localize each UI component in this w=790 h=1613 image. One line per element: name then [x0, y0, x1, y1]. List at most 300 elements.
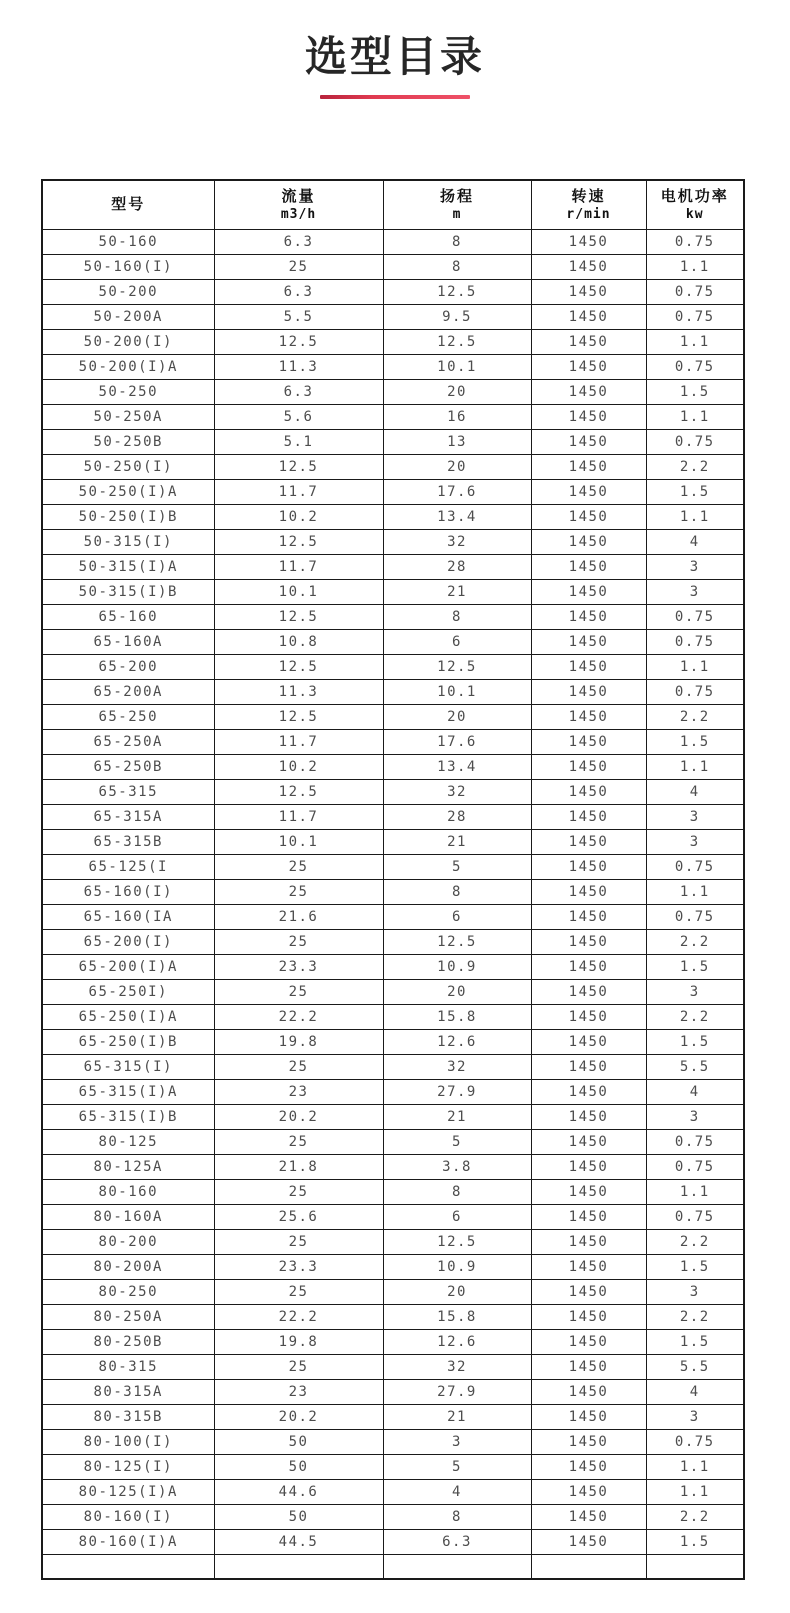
- cell-speed: 1450: [531, 1079, 646, 1104]
- cell-flow: 21.6: [214, 904, 383, 929]
- cell-model: 65-250B: [42, 754, 214, 779]
- table-row: [42, 1379, 744, 1404]
- cell-power: 0.75: [646, 279, 744, 304]
- cell-model: 65-250A: [42, 729, 214, 754]
- cell-power: 0.75: [646, 604, 744, 629]
- cell-model: 80-200: [42, 1229, 214, 1254]
- cell-power: 1.5: [646, 1029, 744, 1054]
- cell-power: 2.2: [646, 454, 744, 479]
- cell-flow: 25: [214, 254, 383, 279]
- column-header-power: [646, 180, 744, 229]
- cell-flow: 22.2: [214, 1304, 383, 1329]
- cell-head: 5: [383, 854, 531, 879]
- cell-head: 10.1: [383, 354, 531, 379]
- table-row: [42, 479, 744, 504]
- cell-power: 1.1: [646, 1479, 744, 1504]
- cell-speed: 1450: [531, 329, 646, 354]
- cell-model: 80-100(I): [42, 1429, 214, 1454]
- table-row: [42, 629, 744, 654]
- cell-head: 12.5: [383, 329, 531, 354]
- table-row: [42, 1229, 744, 1254]
- table-row: [42, 654, 744, 679]
- table-row: [42, 1329, 744, 1354]
- cell-speed: 1450: [531, 954, 646, 979]
- cell-flow: 25: [214, 854, 383, 879]
- cell-speed: 1450: [531, 1329, 646, 1354]
- cell-power: 4: [646, 529, 744, 554]
- empty-cell: [383, 1554, 531, 1579]
- cell-head: 13.4: [383, 504, 531, 529]
- cell-flow: 25: [214, 1054, 383, 1079]
- cell-power: 0.75: [646, 629, 744, 654]
- cell-model: 50-250(I)B: [42, 504, 214, 529]
- cell-speed: 1450: [531, 779, 646, 804]
- cell-flow: 22.2: [214, 1004, 383, 1029]
- table-row: [42, 429, 744, 454]
- cell-speed: 1450: [531, 354, 646, 379]
- cell-flow: 23: [214, 1379, 383, 1404]
- cell-speed: 1450: [531, 1229, 646, 1254]
- table-row: [42, 729, 744, 754]
- cell-flow: 11.3: [214, 679, 383, 704]
- cell-speed: 1450: [531, 1529, 646, 1554]
- cell-power: 2.2: [646, 1504, 744, 1529]
- cell-power: 0.75: [646, 229, 744, 254]
- cell-head: 12.5: [383, 1229, 531, 1254]
- cell-head: 20: [383, 1279, 531, 1304]
- cell-model: 50-315(I): [42, 529, 214, 554]
- cell-flow: 25: [214, 979, 383, 1004]
- table-row: [42, 979, 744, 1004]
- cell-flow: 25: [214, 929, 383, 954]
- cell-power: 2.2: [646, 1229, 744, 1254]
- cell-head: 8: [383, 604, 531, 629]
- column-header-flow: [214, 180, 383, 229]
- cell-speed: 1450: [531, 1404, 646, 1429]
- column-unit: m3/h: [280, 206, 317, 222]
- cell-speed: 1450: [531, 854, 646, 879]
- cell-speed: 1450: [531, 304, 646, 329]
- cell-head: 20: [383, 379, 531, 404]
- cell-model: 80-315A: [42, 1379, 214, 1404]
- cell-power: 0.75: [646, 1154, 744, 1179]
- table-row: [42, 1354, 744, 1379]
- cell-flow: 12.5: [214, 454, 383, 479]
- cell-speed: 1450: [531, 529, 646, 554]
- cell-model: 50-200: [42, 279, 214, 304]
- column-label: 扬程: [439, 187, 474, 205]
- cell-head: 13.4: [383, 754, 531, 779]
- cell-model: 50-250: [42, 379, 214, 404]
- table-row: [42, 1304, 744, 1329]
- cell-flow: 11.3: [214, 354, 383, 379]
- cell-speed: 1450: [531, 504, 646, 529]
- cell-model: 65-160A: [42, 629, 214, 654]
- cell-power: 4: [646, 1079, 744, 1104]
- cell-model: 50-315(I)A: [42, 554, 214, 579]
- cell-flow: 10.2: [214, 504, 383, 529]
- cell-flow: 12.5: [214, 704, 383, 729]
- cell-flow: 25: [214, 1354, 383, 1379]
- page-title: 选型目录: [304, 33, 485, 80]
- cell-power: 1.5: [646, 479, 744, 504]
- cell-head: 3: [383, 1429, 531, 1454]
- cell-model: 80-160A: [42, 1204, 214, 1229]
- cell-model: 65-315A: [42, 804, 214, 829]
- column-header-head: [383, 180, 531, 229]
- cell-speed: 1450: [531, 629, 646, 654]
- cell-power: 3: [646, 579, 744, 604]
- cell-model: 50-315(I)B: [42, 579, 214, 604]
- table-row: [42, 329, 744, 354]
- cell-flow: 21.8: [214, 1154, 383, 1179]
- cell-head: 8: [383, 254, 531, 279]
- table-row: [42, 254, 744, 279]
- cell-speed: 1450: [531, 229, 646, 254]
- table-row: [42, 229, 744, 254]
- cell-power: 1.1: [646, 1179, 744, 1204]
- cell-model: 65-315B: [42, 829, 214, 854]
- cell-flow: 50: [214, 1429, 383, 1454]
- cell-model: 80-250: [42, 1279, 214, 1304]
- cell-model: 80-125A: [42, 1154, 214, 1179]
- cell-power: 4: [646, 1379, 744, 1404]
- cell-head: 5: [383, 1454, 531, 1479]
- table-row: [42, 679, 744, 704]
- cell-speed: 1450: [531, 254, 646, 279]
- cell-head: 32: [383, 529, 531, 554]
- cell-power: 1.5: [646, 1529, 744, 1554]
- cell-power: 1.1: [646, 1454, 744, 1479]
- cell-head: 20: [383, 454, 531, 479]
- cell-flow: 25: [214, 1129, 383, 1154]
- cell-model: 80-200A: [42, 1254, 214, 1279]
- cell-head: 8: [383, 1179, 531, 1204]
- empty-cell: [531, 1554, 646, 1579]
- cell-speed: 1450: [531, 654, 646, 679]
- empty-cell: [214, 1554, 383, 1579]
- cell-power: 5.5: [646, 1354, 744, 1379]
- cell-flow: 44.6: [214, 1479, 383, 1504]
- cell-model: 65-250I): [42, 979, 214, 1004]
- table-row: [42, 854, 744, 879]
- cell-power: 5.5: [646, 1054, 744, 1079]
- cell-head: 6: [383, 904, 531, 929]
- cell-power: 1.1: [646, 754, 744, 779]
- table-row: [42, 904, 744, 929]
- cell-head: 10.1: [383, 679, 531, 704]
- cell-flow: 20.2: [214, 1404, 383, 1429]
- cell-head: 6.3: [383, 1529, 531, 1554]
- column-header-model: [42, 180, 214, 229]
- cell-model: 65-250(I)B: [42, 1029, 214, 1054]
- cell-model: 65-250: [42, 704, 214, 729]
- cell-power: 1.1: [646, 879, 744, 904]
- cell-head: 6: [383, 629, 531, 654]
- cell-model: 65-315(I): [42, 1054, 214, 1079]
- cell-flow: 12.5: [214, 529, 383, 554]
- cell-head: 12.5: [383, 654, 531, 679]
- cell-head: 27.9: [383, 1079, 531, 1104]
- cell-speed: 1450: [531, 1104, 646, 1129]
- cell-speed: 1450: [531, 1129, 646, 1154]
- cell-model: 50-250(I)A: [42, 479, 214, 504]
- table-row: [42, 454, 744, 479]
- cell-head: 21: [383, 579, 531, 604]
- cell-speed: 1450: [531, 1004, 646, 1029]
- cell-flow: 5.6: [214, 404, 383, 429]
- cell-power: 0.75: [646, 679, 744, 704]
- cell-power: 1.1: [646, 654, 744, 679]
- cell-model: 65-200(I)A: [42, 954, 214, 979]
- cell-speed: 1450: [531, 679, 646, 704]
- cell-model: 65-200: [42, 654, 214, 679]
- cell-head: 8: [383, 879, 531, 904]
- cell-flow: 11.7: [214, 804, 383, 829]
- cell-speed: 1450: [531, 379, 646, 404]
- cell-head: 12.5: [383, 929, 531, 954]
- cell-flow: 23.3: [214, 954, 383, 979]
- cell-flow: 25: [214, 1179, 383, 1204]
- cell-head: 21: [383, 1104, 531, 1129]
- cell-power: 1.5: [646, 379, 744, 404]
- table-row: [42, 279, 744, 304]
- cell-power: 0.75: [646, 854, 744, 879]
- cell-flow: 50: [214, 1504, 383, 1529]
- cell-flow: 6.3: [214, 279, 383, 304]
- cell-power: 3: [646, 804, 744, 829]
- cell-flow: 19.8: [214, 1329, 383, 1354]
- cell-head: 10.9: [383, 1254, 531, 1279]
- table-row-partial: [42, 1554, 744, 1579]
- table-row: [42, 529, 744, 554]
- cell-speed: 1450: [531, 279, 646, 304]
- cell-head: 8: [383, 1504, 531, 1529]
- table-row: [42, 704, 744, 729]
- cell-speed: 1450: [531, 979, 646, 1004]
- table-row: [42, 1204, 744, 1229]
- cell-head: 17.6: [383, 479, 531, 504]
- cell-head: 20: [383, 979, 531, 1004]
- table-row: [42, 1179, 744, 1204]
- cell-speed: 1450: [531, 929, 646, 954]
- cell-model: 65-315(I)A: [42, 1079, 214, 1104]
- cell-power: 2.2: [646, 704, 744, 729]
- cell-speed: 1450: [531, 1154, 646, 1179]
- column-label: 转速: [571, 187, 606, 205]
- cell-power: 0.75: [646, 429, 744, 454]
- cell-power: 0.75: [646, 1429, 744, 1454]
- cell-model: 65-315: [42, 779, 214, 804]
- table-row: [42, 1154, 744, 1179]
- cell-speed: 1450: [531, 579, 646, 604]
- cell-model: 80-160(I): [42, 1504, 214, 1529]
- cell-head: 27.9: [383, 1379, 531, 1404]
- title-underline-bar: [320, 95, 470, 99]
- table-row: [42, 604, 744, 629]
- cell-speed: 1450: [531, 454, 646, 479]
- cell-head: 15.8: [383, 1304, 531, 1329]
- cell-flow: 25: [214, 1279, 383, 1304]
- cell-speed: 1450: [531, 554, 646, 579]
- table-row: [42, 304, 744, 329]
- cell-speed: 1450: [531, 829, 646, 854]
- cell-speed: 1450: [531, 904, 646, 929]
- cell-head: 3.8: [383, 1154, 531, 1179]
- cell-model: 80-125(I): [42, 1454, 214, 1479]
- cell-head: 8: [383, 229, 531, 254]
- cell-flow: 23.3: [214, 1254, 383, 1279]
- cell-power: 3: [646, 1279, 744, 1304]
- cell-head: 32: [383, 779, 531, 804]
- cell-speed: 1450: [531, 479, 646, 504]
- cell-speed: 1450: [531, 1379, 646, 1404]
- cell-head: 10.9: [383, 954, 531, 979]
- table-row: [42, 579, 744, 604]
- cell-power: 0.75: [646, 354, 744, 379]
- column-label: 电机功率: [660, 187, 729, 205]
- cell-speed: 1450: [531, 704, 646, 729]
- cell-flow: 19.8: [214, 1029, 383, 1054]
- cell-power: 1.5: [646, 729, 744, 754]
- cell-model: 80-160(I)A: [42, 1529, 214, 1554]
- table-row: [42, 1029, 744, 1054]
- cell-speed: 1450: [531, 1204, 646, 1229]
- cell-head: 15.8: [383, 1004, 531, 1029]
- table-row: [42, 379, 744, 404]
- cell-head: 16: [383, 404, 531, 429]
- cell-model: 80-125(I)A: [42, 1479, 214, 1504]
- table-row: [42, 554, 744, 579]
- cell-flow: 25: [214, 1229, 383, 1254]
- table-header: [42, 180, 744, 229]
- table-row: [42, 779, 744, 804]
- cell-power: 3: [646, 979, 744, 1004]
- cell-power: 3: [646, 829, 744, 854]
- cell-head: 13: [383, 429, 531, 454]
- cell-model: 80-160: [42, 1179, 214, 1204]
- empty-cell: [42, 1554, 214, 1579]
- cell-model: 50-250A: [42, 404, 214, 429]
- cell-flow: 6.3: [214, 229, 383, 254]
- cell-model: 65-160(IA: [42, 904, 214, 929]
- cell-head: 32: [383, 1354, 531, 1379]
- cell-model: 80-250A: [42, 1304, 214, 1329]
- cell-model: 50-200(I): [42, 329, 214, 354]
- table-row: [42, 1004, 744, 1029]
- table-body: [42, 229, 744, 1579]
- cell-speed: 1450: [531, 404, 646, 429]
- cell-flow: 12.5: [214, 779, 383, 804]
- table-row: [42, 1479, 744, 1504]
- cell-head: 28: [383, 804, 531, 829]
- column-unit: r/min: [566, 206, 611, 222]
- cell-flow: 12.5: [214, 329, 383, 354]
- cell-flow: 50: [214, 1454, 383, 1479]
- table-row: [42, 1104, 744, 1129]
- cell-flow: 10.1: [214, 579, 383, 604]
- cell-flow: 12.5: [214, 654, 383, 679]
- cell-power: 1.1: [646, 254, 744, 279]
- cell-model: 80-250B: [42, 1329, 214, 1354]
- table-row: [42, 1504, 744, 1529]
- cell-head: 32: [383, 1054, 531, 1079]
- table-row: [42, 1129, 744, 1154]
- selection-catalog-table: [41, 179, 745, 1580]
- cell-speed: 1450: [531, 1454, 646, 1479]
- cell-flow: 5.5: [214, 304, 383, 329]
- cell-head: 5: [383, 1129, 531, 1154]
- column-label: 型号: [111, 196, 146, 214]
- cell-flow: 11.7: [214, 729, 383, 754]
- table-row: [42, 1404, 744, 1429]
- column-unit: kw: [685, 206, 704, 222]
- cell-head: 12.5: [383, 279, 531, 304]
- column-header-speed: [531, 180, 646, 229]
- cell-head: 12.6: [383, 1329, 531, 1354]
- table-row: [42, 354, 744, 379]
- cell-flow: 10.1: [214, 829, 383, 854]
- cell-speed: 1450: [531, 1179, 646, 1204]
- cell-power: 1.1: [646, 504, 744, 529]
- cell-model: 65-315(I)B: [42, 1104, 214, 1129]
- cell-head: 9.5: [383, 304, 531, 329]
- cell-power: 2.2: [646, 929, 744, 954]
- cell-model: 80-125: [42, 1129, 214, 1154]
- cell-power: 1.1: [646, 404, 744, 429]
- cell-power: 1.1: [646, 329, 744, 354]
- table-row: [42, 1254, 744, 1279]
- cell-flow: 20.2: [214, 1104, 383, 1129]
- cell-head: 21: [383, 829, 531, 854]
- cell-model: 50-250B: [42, 429, 214, 454]
- cell-speed: 1450: [531, 1054, 646, 1079]
- table-row: [42, 1429, 744, 1454]
- cell-speed: 1450: [531, 1304, 646, 1329]
- cell-flow: 11.7: [214, 554, 383, 579]
- cell-model: 65-250(I)A: [42, 1004, 214, 1029]
- cell-model: 65-125(I: [42, 854, 214, 879]
- cell-head: 6: [383, 1204, 531, 1229]
- cell-power: 3: [646, 1404, 744, 1429]
- table-row: [42, 1279, 744, 1304]
- cell-head: 4: [383, 1479, 531, 1504]
- cell-speed: 1450: [531, 1029, 646, 1054]
- cell-speed: 1450: [531, 729, 646, 754]
- cell-model: 65-160(I): [42, 879, 214, 904]
- cell-power: 4: [646, 779, 744, 804]
- empty-cell: [646, 1554, 744, 1579]
- cell-flow: 25.6: [214, 1204, 383, 1229]
- table-row: [42, 954, 744, 979]
- table-row: [42, 404, 744, 429]
- cell-speed: 1450: [531, 804, 646, 829]
- cell-flow: 6.3: [214, 379, 383, 404]
- cell-power: 0.75: [646, 1129, 744, 1154]
- cell-head: 21: [383, 1404, 531, 1429]
- cell-power: 2.2: [646, 1004, 744, 1029]
- cell-flow: 25: [214, 879, 383, 904]
- cell-power: 1.5: [646, 1329, 744, 1354]
- cell-model: 50-160(I): [42, 254, 214, 279]
- cell-head: 17.6: [383, 729, 531, 754]
- cell-power: 2.2: [646, 1304, 744, 1329]
- cell-flow: 11.7: [214, 479, 383, 504]
- cell-model: 65-200(I): [42, 929, 214, 954]
- cell-flow: 10.8: [214, 629, 383, 654]
- table-row: [42, 754, 744, 779]
- cell-model: 80-315: [42, 1354, 214, 1379]
